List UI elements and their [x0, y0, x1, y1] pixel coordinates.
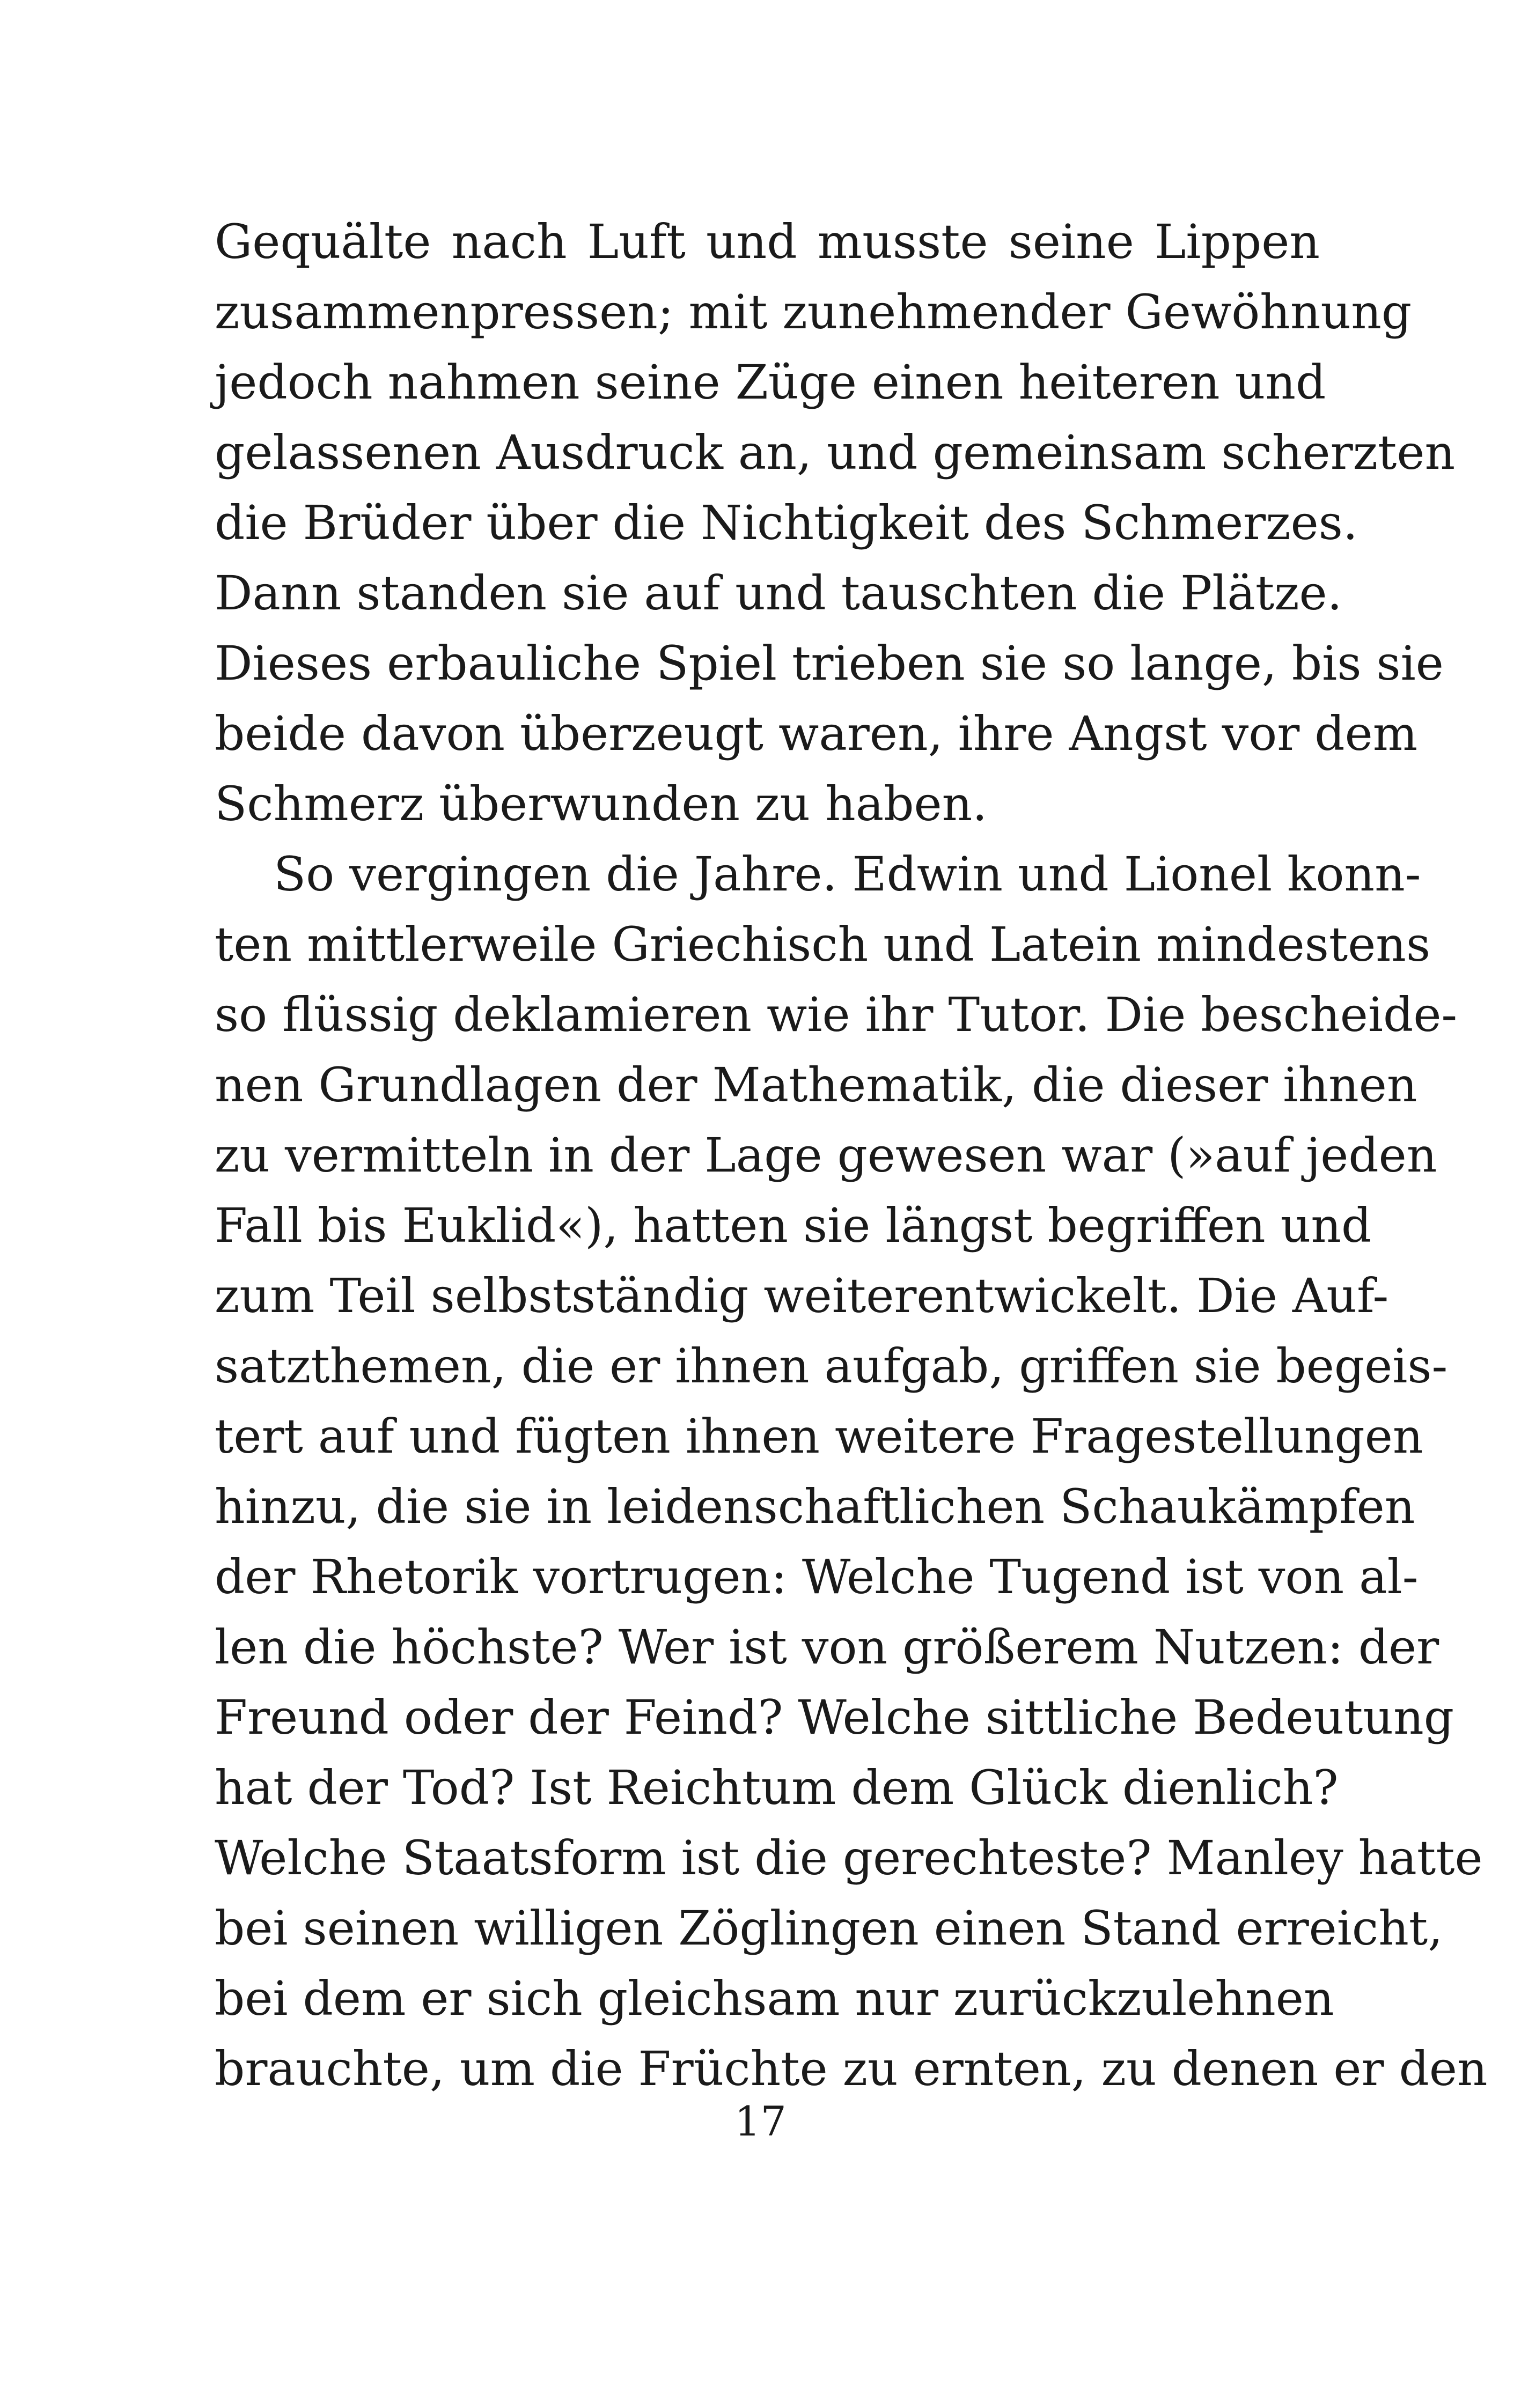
- text-line: Dieses erbauliche Spiel trieben sie so lange, bis sie: [215, 636, 1444, 691]
- text-line: satzthemen, die er ihnen aufgab, griffen sie begeis-: [215, 1338, 1448, 1394]
- text-line: tert auf und fügten ihnen weitere Fragestellungen: [215, 1409, 1423, 1464]
- text-line: Freund oder der Feind? Welche sittliche Bedeutung: [215, 1690, 1454, 1745]
- text-line: gelassenen Ausdruck an, und gemeinsam scherzten: [215, 425, 1456, 480]
- text-line: Dann standen sie auf und tauschten die Plätze.: [215, 565, 1342, 621]
- text-line: der Rhetorik vortrugen: Welche Tugend ist von al-: [215, 1549, 1419, 1604]
- text-line: ten mittlerweile Griechisch und Latein mindestens: [215, 917, 1431, 972]
- text-line: so flüssig deklamieren wie ihr Tutor. Die bescheide-: [215, 987, 1458, 1042]
- text-line: zu vermitteln in der Lage gewesen war (»auf jeden: [215, 1128, 1437, 1183]
- text-line: len die höchste? Wer ist von größerem Nutzen: der: [215, 1619, 1439, 1675]
- text-line: hinzu, die sie in leidenschaftlichen Schaukämpfen: [215, 1479, 1415, 1534]
- paragraph: [215, 839, 1488, 2104]
- text-line: hat der Tod? Ist Reichtum dem Glück dienlich?: [215, 1760, 1339, 1815]
- text-line: Schmerz überwunden zu haben.: [215, 776, 988, 831]
- text-line: beide davon überzeugt waren, ihre Angst vor dem: [215, 706, 1418, 761]
- text-line: Fall bis Euklid«), hatten sie längst begriffen und: [215, 1198, 1372, 1253]
- text-line: So vergingen die Jahre. Edwin und Lionel konn-: [274, 846, 1421, 902]
- body-text: [215, 207, 1488, 2104]
- text-line: zum Teil selbstständig weiterentwickelt. Die Auf-: [215, 1268, 1389, 1323]
- page-number: 17: [734, 2097, 787, 2145]
- text-line: bei seinen willigen Zöglingen einen Stand erreicht,: [215, 1901, 1443, 1956]
- text-line: brauchte, um die Früchte zu ernten, zu denen er den: [215, 2041, 1488, 2096]
- text-line: bei dem er sich gleichsam nur zurückzulehnen: [215, 1971, 1334, 2026]
- text-line: jedoch nahmen seine Züge einen heiteren und: [215, 355, 1326, 410]
- paragraph: [215, 207, 1456, 839]
- text-line: nen Grundlagen der Mathematik, die dieser ihnen: [215, 1057, 1417, 1113]
- text-line: Welche Staatsform ist die gerechteste? Manley hatte: [215, 1830, 1483, 1886]
- text-line: die Brüder über die Nichtigkeit des Schmerzes.: [215, 495, 1358, 550]
- text-line: Gequälte nach Luft und musste seine Lippen: [215, 214, 1320, 269]
- text-line: zusammenpressen; mit zunehmender Gewöhnung: [215, 284, 1412, 340]
